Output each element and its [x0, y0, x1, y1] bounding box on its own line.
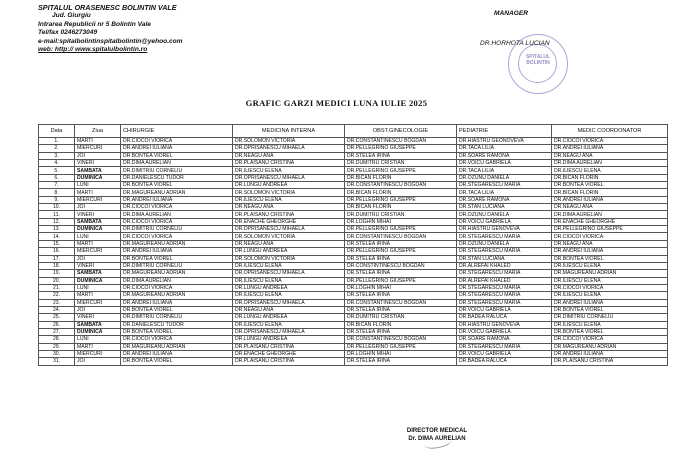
table-cell: DR.BICAN FLORIN	[345, 174, 457, 181]
table-cell: 25.	[39, 314, 75, 321]
table-cell: 3.	[39, 152, 75, 159]
table-cell: MARTI	[75, 240, 121, 247]
table-cell: DR.MAGUREANU ADRIAN	[121, 343, 233, 350]
table-row	[39, 196, 668, 203]
table-row	[39, 145, 668, 152]
table-cell: DR.OPRISANESCU MIHAELA	[233, 174, 345, 181]
table-row	[39, 306, 668, 313]
table-cell: DR.PLAISANU CRISTINA	[233, 343, 345, 350]
column-header: MEDICINA INTERNA	[233, 125, 345, 138]
table-cell: DR.BONTEA VIOREL	[121, 182, 233, 189]
table-cell: DR.HIASTRU GEONOVEVA	[457, 138, 552, 145]
table-cell: DR.NEAGU ANA	[233, 204, 345, 211]
table-row	[39, 358, 668, 365]
table-cell: 18.	[39, 262, 75, 269]
table-cell: LUNI	[75, 233, 121, 240]
table-row	[39, 336, 668, 343]
table-row	[39, 189, 668, 196]
table-cell: DR.SOLOMON VICTORIA	[233, 189, 345, 196]
table-cell: DR.BONTEA VIOREL	[121, 152, 233, 159]
table-cell: LUNI	[75, 182, 121, 189]
table-cell: DR.DUMITRU CRISTIAN	[345, 314, 457, 321]
table-row	[39, 182, 668, 189]
table-cell: DR.TACA LILIA	[457, 189, 552, 196]
table-cell: DR.STELEA IRINA	[345, 152, 457, 159]
table-cell: JOI	[75, 358, 121, 365]
table-cell: DR.BONTEA VIOREL	[552, 255, 668, 262]
table-header-row	[39, 125, 668, 138]
table-cell: VINERI	[75, 262, 121, 269]
table-cell: DR.NEAGU ANA	[233, 152, 345, 159]
table-cell: DR.PLAISANU CRISTINA	[552, 358, 668, 365]
table-cell: DR.NEAGU ANA	[233, 240, 345, 247]
table-cell: 10.	[39, 204, 75, 211]
table-cell: DR.LUNGU ANDREEA	[233, 314, 345, 321]
table-cell: 27.	[39, 328, 75, 335]
table-cell: JOI	[75, 204, 121, 211]
column-header: Data	[39, 125, 75, 138]
table-cell: DR.MAGUREANU ADRIAN	[121, 240, 233, 247]
table-cell: DR.BICAN FLORIN	[552, 174, 668, 181]
table-cell: DR.DIMA AURELIAN	[121, 160, 233, 167]
table-cell: DR.BONTEA VIOREL	[121, 328, 233, 335]
table-cell: MARTI	[75, 138, 121, 145]
table-cell: DR.STEGARESCU MARIA	[457, 284, 552, 291]
table-cell: DR.MAGUREANU ADRIAN	[121, 292, 233, 299]
table-cell: DR.VOICU GABRIELA	[457, 350, 552, 357]
table-cell: JOI	[75, 255, 121, 262]
table-cell: SAMBATA	[75, 270, 121, 277]
table-cell: 16.	[39, 248, 75, 255]
table-cell: DR.OZUNU DANIELA	[457, 174, 552, 181]
table-cell: DR.BONTEA VIOREL	[552, 182, 668, 189]
table-cell: DR.PLAISANU CRISTINA	[233, 358, 345, 365]
table-cell: DR.NEAGU ANA	[552, 240, 668, 247]
hospital-county: Jud. Giurgiu	[52, 12, 91, 20]
table-cell: DR.PLAISANU CRISTINA	[233, 160, 345, 167]
table-cell: DUMINICA	[75, 277, 121, 284]
table-cell: DR.CIOCOI VIORICA	[121, 336, 233, 343]
table-cell: DR.DUMITRU CRISTIAN	[345, 160, 457, 167]
table-row	[39, 255, 668, 262]
table-cell: DR.DUMITRU CRISTIAN	[345, 211, 457, 218]
table-cell: DR.ILIESCU ELENA	[233, 196, 345, 203]
table-cell: MARTI	[75, 343, 121, 350]
table-cell: VINERI	[75, 314, 121, 321]
table-cell: DR.PELLEGRINO GIUSEPPE	[345, 343, 457, 350]
table-cell: 12.	[39, 218, 75, 225]
table-row	[39, 262, 668, 269]
table-cell: DR.BICAN FLORIN	[345, 204, 457, 211]
table-cell: MIERCURI	[75, 299, 121, 306]
table-cell: DR.SOLOMON VICTORIA	[233, 233, 345, 240]
table-cell: DR.STEGARESCU MARIA	[457, 270, 552, 277]
table-cell: DR.TACA LILIA	[457, 167, 552, 174]
table-cell: DR.ANDREI IULIANA	[121, 145, 233, 152]
table-cell: LUNI	[75, 284, 121, 291]
hospital-name: SPITALUL ORASENESC BOLINTIN VALE	[38, 3, 177, 12]
table-cell: DR.CONSTANTINESCU BOGDAN	[345, 299, 457, 306]
on-call-schedule-table	[38, 124, 668, 366]
table-cell: DR.CIOCOI VIORICA	[552, 138, 668, 145]
table-cell: DR.OPRISANESCU MIHAELA	[233, 226, 345, 233]
table-cell: DR.HIASTRU GENOVEVA	[457, 321, 552, 328]
hospital-email: e-mail:spitalbolintinspitalbolintin@yehoo.com	[38, 37, 183, 45]
table-row	[39, 299, 668, 306]
table-cell: DR.ENACHE GHEORGHE	[233, 350, 345, 357]
hospital-address: Intrarea Republicii nr 5 Bolintin Vale	[38, 20, 151, 28]
table-cell: 4.	[39, 160, 75, 167]
table-cell: DR.CIOCOI VIORICA	[121, 233, 233, 240]
table-cell: DR.ANDREI IULIANA	[552, 196, 668, 203]
table-cell: 29.	[39, 343, 75, 350]
table-row	[39, 321, 668, 328]
table-cell: DR.STELEA IRINA	[345, 328, 457, 335]
table-cell: DR.DANIELESCU TUDOR	[121, 321, 233, 328]
table-cell: DR.SOARE RAMONA	[457, 152, 552, 159]
table-cell: 7.	[39, 182, 75, 189]
table-cell: DR.VOICU GABRIELA	[457, 328, 552, 335]
table-cell: DR.SOARE RAMONA	[457, 336, 552, 343]
table-cell: DR.STELEA IRINA	[345, 240, 457, 247]
table-cell: SAMBATA	[75, 167, 121, 174]
table-row	[39, 248, 668, 255]
table-cell: 24.	[39, 306, 75, 313]
table-cell: DR.MAGUREANU ADRIAN	[552, 270, 668, 277]
table-cell: 26.	[39, 321, 75, 328]
table-row	[39, 314, 668, 321]
table-cell: DR.PELLEGRINO GIUSEPPE	[345, 226, 457, 233]
table-cell: DR.CONSTANTINESCU BOGDAN	[345, 138, 457, 145]
table-cell: DR.CIOCOI VIORICA	[121, 218, 233, 225]
stamp-text: SPITALUL BOLINTIN	[525, 54, 551, 66]
hospital-phone: Tel/fax 0246273049	[38, 29, 98, 37]
table-cell: DR.OPRISANESCU MIHAELA	[233, 270, 345, 277]
table-cell: DR.BONTEA VIOREL	[121, 358, 233, 365]
table-cell: MIERCURI	[75, 196, 121, 203]
table-cell: DR.BICAN FLORIN	[345, 321, 457, 328]
table-cell: DR.CONSTANTINESCU BOGDAN	[345, 233, 457, 240]
table-cell: DR.ANDREI IULIANA	[121, 196, 233, 203]
table-cell: DR.MAGUREANU ADRIAN	[121, 189, 233, 196]
table-cell: DR.ILIESCU ELENA	[552, 262, 668, 269]
table-cell: 1.	[39, 138, 75, 145]
table-cell: DR.ANDREI IULIANA	[552, 299, 668, 306]
table-cell: DR.STEGARESCU MARIA	[457, 182, 552, 189]
table-cell: 9.	[39, 196, 75, 203]
table-cell: 15.	[39, 240, 75, 247]
table-cell: DR.LOGHIN MIHAI	[345, 350, 457, 357]
table-cell: DR.PELLEGRINO GIUSEPPE	[345, 167, 457, 174]
table-cell: DR.ILIESCU ELENA	[552, 292, 668, 299]
table-cell: DR.DIMITRIU CORNELIU	[121, 167, 233, 174]
table-row	[39, 218, 668, 225]
table-cell: DR.OZUNU DANIELA	[457, 240, 552, 247]
table-cell: DR.ILIESCU ELENA	[233, 292, 345, 299]
table-cell: DR.ANDREI IULIANA	[121, 248, 233, 255]
table-row	[39, 277, 668, 284]
manager-label: MANAGER	[494, 10, 529, 17]
table-cell: DR.PELLEGRINO GIUSEPPE	[345, 196, 457, 203]
hospital-header	[38, 4, 183, 54]
table-row	[39, 350, 668, 357]
table-cell: 5.	[39, 167, 75, 174]
table-cell: DR.ENACHE GHEORGHE	[233, 218, 345, 225]
table-cell: DR.SOLOMON VICTORIA	[233, 138, 345, 145]
table-cell: DR.ANDREI IULIANA	[552, 350, 668, 357]
table-cell: DR.ANDREI IULIANA	[552, 248, 668, 255]
table-cell: DR.CONSTINTINESCU BOGDAN	[345, 262, 457, 269]
table-row	[39, 343, 668, 350]
table-cell: JOI	[75, 306, 121, 313]
table-cell: 6.	[39, 174, 75, 181]
table-cell: DR.CIOCOI VIORICA	[121, 284, 233, 291]
table-cell: DR.BADEA RALUCA	[457, 358, 552, 365]
table-cell: 22.	[39, 292, 75, 299]
table-row	[39, 240, 668, 247]
table-cell: SAMBATA	[75, 218, 121, 225]
table-cell: LUNI	[75, 336, 121, 343]
table-cell: DR.VOICU GABRIELA	[457, 218, 552, 225]
table-row	[39, 284, 668, 291]
table-cell: DR.SOARE RAMONA	[457, 196, 552, 203]
table-cell: MIERCURI	[75, 350, 121, 357]
table-cell: DR.STELEA IRINA	[345, 358, 457, 365]
column-header: CHIRURGIE	[121, 125, 233, 138]
table-cell: DR.STELEA IRINA	[345, 255, 457, 262]
table-cell: DR.BADEA RALUCA	[457, 314, 552, 321]
table-cell: DR.LOGHIN MIHAI	[345, 218, 457, 225]
table-cell: DR.BICAN FLORIN	[345, 189, 457, 196]
table-cell: DR.CIOCOI VIORICA	[552, 233, 668, 240]
table-cell: DR.ILIESCU ELENA	[552, 167, 668, 174]
table-cell: DR.DANIELESCU TUDOR	[121, 174, 233, 181]
table-cell: DR.ILIESCU ELENA	[552, 321, 668, 328]
table-cell: DR.NEAGU ANA	[552, 152, 668, 159]
table-cell: DR.BONTEA VIOREL	[121, 255, 233, 262]
table-cell: MARTI	[75, 292, 121, 299]
table-cell: DR.CIOCOI VIORICA	[552, 336, 668, 343]
table-cell: DR.ANDREI IULIANA	[121, 299, 233, 306]
table-cell: DR.PELLEGRINO GIUSEPPE	[345, 248, 457, 255]
table-cell: DR.CONSTANTINESCU BOGDAN	[345, 182, 457, 189]
table-cell: 21.	[39, 284, 75, 291]
column-header: Ziua	[75, 125, 121, 138]
table-cell: DR.ALREFAI KHALED	[457, 262, 552, 269]
table-cell: DR.PELLEGRINO GIUSEPPE	[552, 226, 668, 233]
table-cell: DR.STEGARESCU MARIA	[457, 292, 552, 299]
table-cell: DUMINICA	[75, 226, 121, 233]
table-cell: JOI	[75, 152, 121, 159]
column-header: OBST.GINECOLOGIE	[345, 125, 457, 138]
table-cell: 2.	[39, 145, 75, 152]
table-cell: DR.STAN LUCIANA	[457, 204, 552, 211]
table-cell: DR.STEGARESCU MARIA	[457, 343, 552, 350]
column-header: PEDIATRIE	[457, 125, 552, 138]
table-row	[39, 160, 668, 167]
column-header: MEDIC COORDONATOR	[552, 125, 668, 138]
table-cell: 19.	[39, 270, 75, 277]
table-cell: DR.ALREFAI KHALED	[457, 277, 552, 284]
table-cell: VINERI	[75, 211, 121, 218]
table-cell: DUMINICA	[75, 328, 121, 335]
table-row	[39, 328, 668, 335]
table-cell: MIERCURI	[75, 248, 121, 255]
table-cell: 8.	[39, 189, 75, 196]
table-cell: DR.BONTEA VIOREL	[121, 306, 233, 313]
table-cell: DR.DIMITRIU CORNELIU	[121, 226, 233, 233]
table-cell: DR.PELLEGRINO GIUSEPPE	[345, 145, 457, 152]
table-cell: DR.OPRISANESCU MIHAELA	[233, 328, 345, 335]
table-cell: DR.VOICU GABRIELA	[457, 160, 552, 167]
table-cell: DR.STEGARESCU MARIA	[457, 248, 552, 255]
table-cell: DR.DIMA AURELIAN	[552, 211, 668, 218]
table-cell: DR.CIOCOI VIORICA	[121, 204, 233, 211]
table-cell: DR.OPRISANESCU MIHAELA	[233, 299, 345, 306]
table-cell: DR.TACA LILIA	[457, 145, 552, 152]
hospital-website: web: http:// www.spitalulbolintin.ro	[38, 46, 148, 54]
table-cell: DR.ILIESCU ELENA	[233, 262, 345, 269]
table-cell: 20.	[39, 277, 75, 284]
document-title: GRAFIC GARZI MEDICI LUNA IULIE 2025	[245, 98, 428, 108]
medical-director-name: Dr. DIMA AURELIAN	[408, 435, 466, 442]
table-cell: DR.CONSTANTINESCU BOGDAN	[345, 336, 457, 343]
table-row	[39, 204, 668, 211]
table-cell: DR.ILIESCU ELENA	[233, 167, 345, 174]
table-cell: DR.MAGUREANU ADRIAN	[121, 270, 233, 277]
table-cell: 30.	[39, 350, 75, 357]
table-cell: DR.PLAISANU CRISTINA	[233, 211, 345, 218]
table-cell: DR.CIOCOI VIORICA	[552, 284, 668, 291]
table-cell: MARTI	[75, 189, 121, 196]
medical-director-label: DIRECTOR MEDICAL	[406, 428, 468, 434]
table-cell: DR.DIMA AURELIAN	[121, 211, 233, 218]
table-cell: DR.NEAGU ANA	[233, 306, 345, 313]
table-cell: DR.HIASTRU GENOVEVA	[457, 226, 552, 233]
table-cell: SAMBATA	[75, 321, 121, 328]
table-cell: 17.	[39, 255, 75, 262]
table-cell: DR.CIOCOI VIORICA	[121, 138, 233, 145]
table-row	[39, 152, 668, 159]
table-row	[39, 174, 668, 181]
table-row	[39, 226, 668, 233]
table-cell: DR.BONTEA VIOREL	[552, 306, 668, 313]
table-cell: DR.LUNGU ANDREEA	[233, 182, 345, 189]
table-row	[39, 138, 668, 145]
table-cell: DR.NEAGU ANA	[552, 204, 668, 211]
table-cell: 28.	[39, 336, 75, 343]
table-cell: DR.LUNGU ANDREEA	[233, 336, 345, 343]
table-cell: DUMINICA	[75, 174, 121, 181]
table-row	[39, 233, 668, 240]
table-cell: DR.ANDREI IULIANA	[552, 145, 668, 152]
table-cell: DR.VOICU GABRIELA	[457, 306, 552, 313]
table-cell: DR.PELLEGRINO GIUSEPPE	[345, 277, 457, 284]
table-cell: DR.ILIESCU ELENA	[233, 321, 345, 328]
table-cell: MIERCURI	[75, 145, 121, 152]
table-cell: 11.	[39, 211, 75, 218]
table-cell: DR.STEGARESCU MARIA	[457, 299, 552, 306]
table-cell: DR.ANDREI IULIANA	[121, 350, 233, 357]
table-cell: 13.	[39, 226, 75, 233]
table-cell: DR.DIMITRIU CORNELIU	[121, 262, 233, 269]
table-row	[39, 270, 668, 277]
table-cell: DR.ENACHE GHEORGHE	[552, 218, 668, 225]
table-row	[39, 167, 668, 174]
table-cell: DR.BONTEA VIOREL	[552, 328, 668, 335]
table-cell: DR.BICAN FLORIN	[552, 189, 668, 196]
table-cell: DR.SOLOMON VICTORIA	[233, 255, 345, 262]
table-cell: 14.	[39, 233, 75, 240]
table-cell: DR.LUNGU ANDREEA	[233, 284, 345, 291]
table-cell: DR.LOGHIN MIHAI	[345, 284, 457, 291]
table-cell: DR.STEGARESCU MARIA	[457, 233, 552, 240]
table-cell: DR.STELEA IRINA	[345, 292, 457, 299]
manager-name: DR.HORHOTA LUCIAN	[480, 40, 550, 47]
table-cell: DR.OZUNU DANIELA	[457, 211, 552, 218]
table-cell: DR.OPRISANESCU MIHAELA	[233, 145, 345, 152]
table-cell: 23.	[39, 299, 75, 306]
table-cell: DR.STELEA IRINA	[345, 306, 457, 313]
table-cell: DR.LUNGU ANDREEA	[233, 248, 345, 255]
table-cell: VINERI	[75, 160, 121, 167]
table-cell: DR.DIMITRIU CORNELIU	[121, 314, 233, 321]
table-cell: DR.DIMA AURELIAN	[121, 277, 233, 284]
table-cell: DR.DIMITRIU CORNELIU	[552, 314, 668, 321]
table-cell: DR.ILIESCU ELENA	[233, 277, 345, 284]
table-cell: DR.STELEA IRINA	[345, 270, 457, 277]
table-cell: DR.ILIESCU ELENA	[552, 277, 668, 284]
table-row	[39, 211, 668, 218]
table-cell: 31.	[39, 358, 75, 365]
table-cell: DR.MAGUREANU ADRIAN	[552, 343, 668, 350]
table-cell: DR.DIMA AURELIAN	[552, 160, 668, 167]
table-cell: DR.STAN LUCIANA	[457, 255, 552, 262]
table-row	[39, 292, 668, 299]
